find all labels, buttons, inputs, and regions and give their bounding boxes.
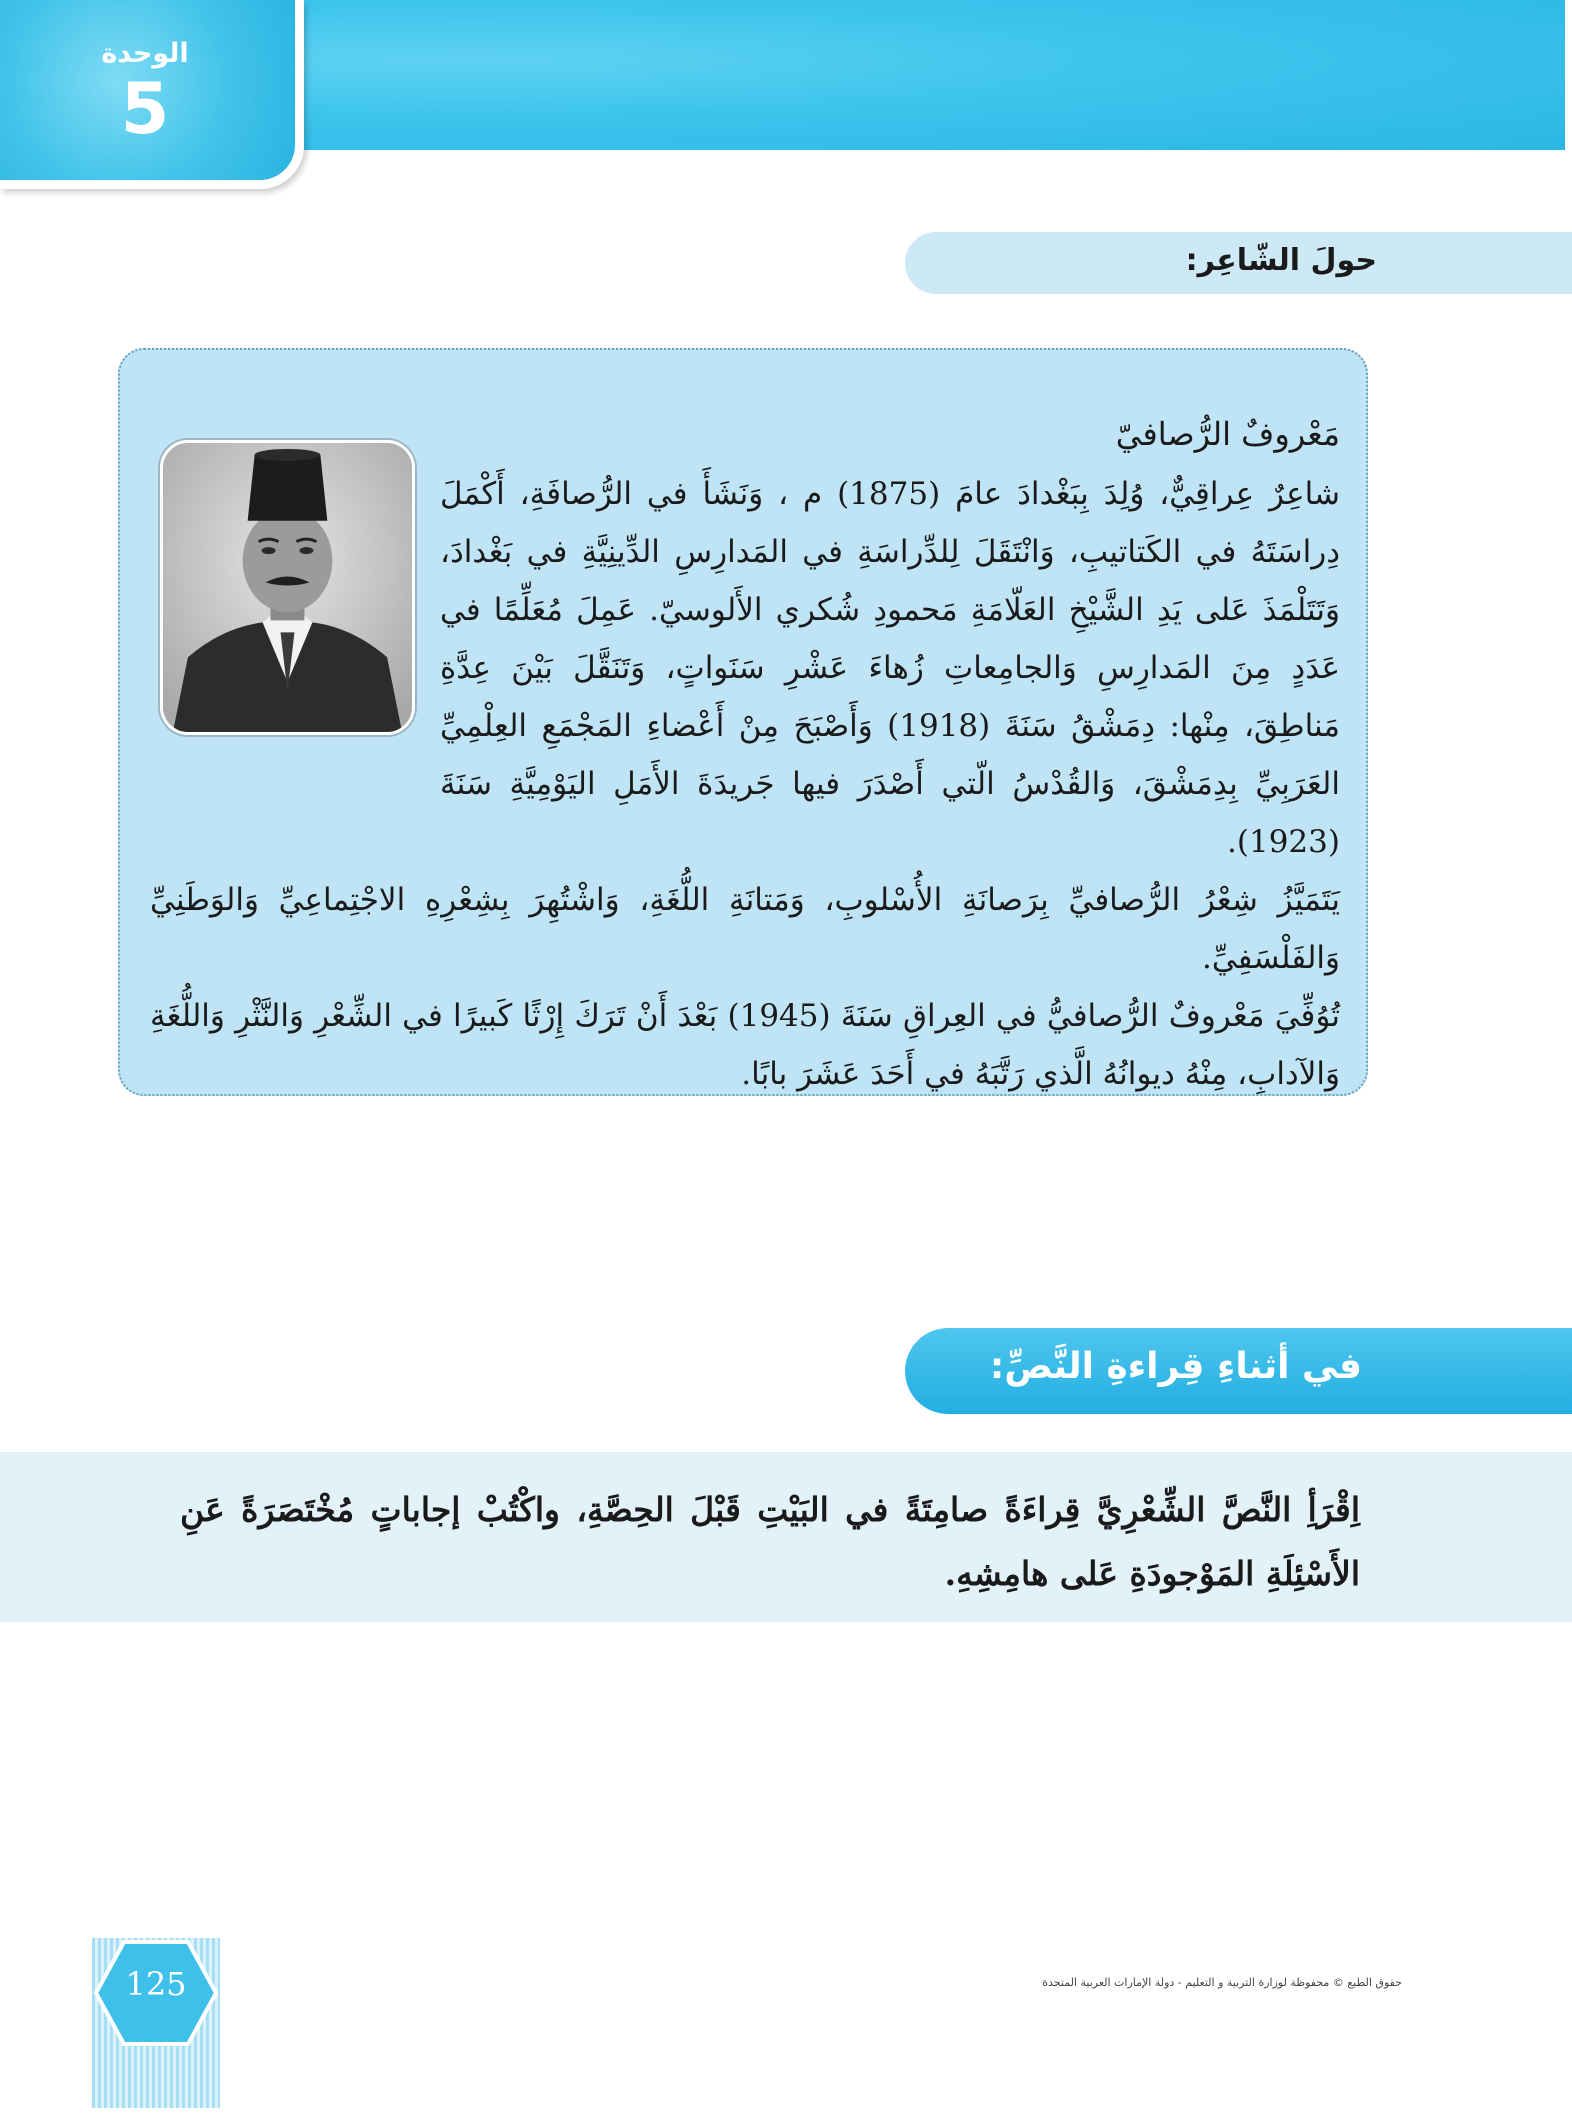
unit-number: 5: [120, 68, 170, 150]
poet-portrait: [160, 440, 415, 735]
poet-name: مَعْروفٌ الرُّصافيّ: [1115, 415, 1340, 453]
bio-paragraph-3: تُوُفِّيَ مَعْروفٌ الرُّصافيُّ في العِراقِ سَنَةَ (1945) بَعْدَ أَنْ تَرَكَ إِرْثًا كَبيرًا في الشِّعْرِ وَالنَّثْرِ وَاللُّغَةِ وَالآدابِ، مِنْهُ ديوانُهُ الَّذي رَتَّبَهُ في أَحَدَ عَشَرَ بابًا.: [150, 998, 1340, 1092]
bio-paragraph-2: يَتَمَيَّزُ شِعْرُ الرُّصافيِّ بِرَصانَةِ الأُسْلوبِ، وَمَتانَةِ اللُّغَةِ، وَاشْتُهِرَ بِشِعْرِهِ الاجْتِماعِيِّ وَالوَطَنِيِّ وَالفَلْسَفِيِّ.: [150, 882, 1340, 976]
bio-paragraph-1: شاعِرٌ عِراقِيٌّ، وُلِدَ بِبَغْدادَ عامَ (1875) م ، وَنَشَأَ في الرُّصافَةِ، أَكْمَلَ دِراسَتَهُ في الكَتاتيبِ، وَانْتَقَلَ لِلدِّراسَةِ في المَدارِسِ الدِّينِيَّةِ في بَغْدادَ، وَتَتَلْمَذَ عَلى يَدِ الشَّيْخِ العَلّامَةِ مَحمودِ شُكري الأَلوسيّ. عَمِلَ مُعَلِّمًا في عَدَدٍ مِنَ المَدارِسِ وَالجامِعاتِ زُهاءَ عَشْرِ سَنَواتٍ، وَتَنَقَّلَ بَيْنَ عِدَّةِ مَناطِقَ، مِنْها: دِمَشْقُ سَنَةَ (1918) وَأَصْبَحَ مِنْ أَعْضاءِ المَجْمَعِ العِلْمِيِّ العَرَبِيِّ بِدِمَشْقَ، وَالقُدْسُ الّتي أَصْدَرَ فيها جَريدَةَ الأَمَلِ اليَوْمِيَّةِ سَنَةَ (1923).: [440, 476, 1340, 860]
section-heading-about: حولَ الشّاعِر:: [1185, 243, 1377, 278]
unit-label: الوحدة: [101, 38, 189, 69]
copyright-notice: حقوق الطبع © محفوظة لوزارة التربية و التعليم - دولة الإمارات العربية المتحدة: [1042, 1976, 1402, 1989]
section-heading-reading: في أثناءِ قِراءةِ النَّصِّ:: [989, 1346, 1362, 1387]
reading-instruction: اِقْرَأِ النَّصَّ الشِّعْرِيَّ قِراءَةً صامِتَةً في البَيْتِ قَبْلَ الحِصَّةِ، واكْتُبْ إجاباتٍ مُخْتَصَرَةً عَنِ الأَسْئِلَةِ المَوْجودَةِ عَلى هامِشِهِ.: [180, 1490, 1360, 1593]
page-number: 125: [125, 1965, 187, 2003]
